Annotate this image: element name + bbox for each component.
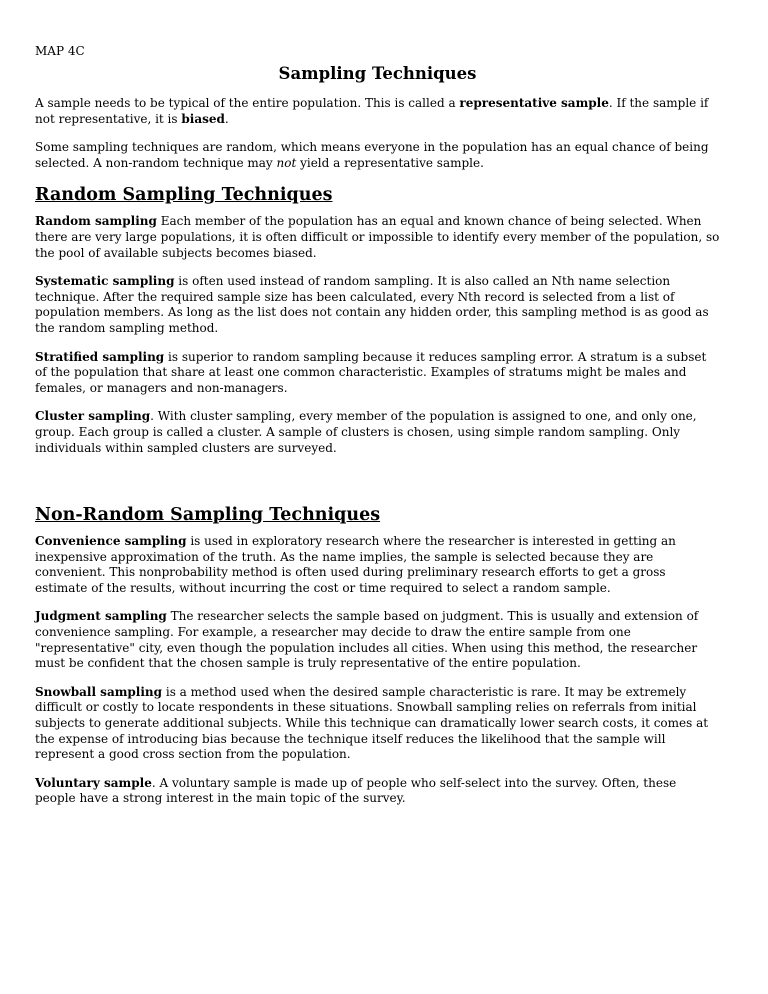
section-heading-non-random: Non-Random Sampling Techniques xyxy=(35,505,381,526)
intro-paragraph-1: A sample needs to be typical of the entire population. This is called a representative sample. If the sample if not representative, it is biased. xyxy=(35,96,709,126)
definition-voluntary-sample: Voluntary sample. A voluntary sample is made up of people who self-select into the survey. Often, these people have a strong interest in the main topic of the survey. xyxy=(35,775,677,806)
definition-snowball-sampling: Snowball sampling is a method used when the desired sample characteristic is rare. It may be extremely difficult or costly to locate respondents in these situations. Snowball sampling relies on referrals from initial subjects to generate additional subjects. While this technique can dramatically lower search costs, it comes at the expense of introducing bias because the technique itself reduces the likelihood that the sample will represent a good cross section from the population. xyxy=(35,684,709,762)
definition-term: Snowball sampling xyxy=(35,684,163,699)
definition-term: Cluster sampling xyxy=(35,409,151,424)
definition-term: Voluntary sample xyxy=(35,775,152,790)
course-code: MAP 4C xyxy=(35,44,85,58)
definition-term: Convenience sampling xyxy=(35,534,187,549)
term-representative-sample: representative sample xyxy=(459,96,609,110)
definition-term: Random sampling xyxy=(35,214,157,229)
definition-random-sampling: Random sampling Each member of the population has an equal and known chance of being selected. When there are very large populations, it is often difficult or impossible to identify every member of the population, so the pool of available subjects becomes biased. xyxy=(35,214,720,260)
definition-convenience-sampling: Convenience sampling is used in exploratory research where the researcher is interested in getting an inexpensive approximation of the truth. As the name implies, the sample is selected because they are convenient. This nonprobability method is often used during preliminary research efforts to get a gross estimate of the results, without incurring the cost or time required to select a random sample. xyxy=(35,534,676,595)
definition-systematic-sampling: Systematic sampling is often used instead of random sampling. It is also called an Nth name selection technique. After the required sample size has been calculated, every Nth record is selected from a list of population members. As long as the list does not contain any hidden order, this sampling method is as good as the random sampling method. xyxy=(35,274,709,335)
definition-term: Judgment sampling xyxy=(35,609,167,624)
definition-stratified-sampling: Stratified sampling is superior to random sampling because it reduces sampling error. A stratum is a subset of the population that share at least one common characteristic. Examples of stratums might be males and females, or managers and non-managers. xyxy=(35,349,707,395)
definition-term: Systematic sampling xyxy=(35,274,175,289)
term-biased: biased xyxy=(181,111,225,126)
intro-paragraph-2: Some sampling techniques are random, which means everyone in the population has an equal chance of being selected. A non-random technique may not yield a representative sample. xyxy=(35,140,709,170)
emphasis-not: not xyxy=(276,155,297,170)
definition-cluster-sampling: Cluster sampling. With cluster sampling, every member of the population is assigned to one, and only one, group. Each group is called a cluster. A sample of clusters is chosen, using simple random sampling. Only individuals within sampled clusters are surveyed. xyxy=(35,409,697,455)
definition-judgment-sampling: Judgment sampling The researcher selects the sample based on judgment. This is usually and extension of convenience sampling. For example, a researcher may decide to draw the entire sample from one "representative" city, even though the population includes all cities. When using this method, the researcher must be confident that the chosen sample is truly representative of the entire population. xyxy=(35,609,699,671)
page-title: Sampling Techniques xyxy=(278,64,477,83)
section-heading-random: Random Sampling Techniques xyxy=(35,185,333,206)
definition-term: Stratified sampling xyxy=(35,349,165,364)
